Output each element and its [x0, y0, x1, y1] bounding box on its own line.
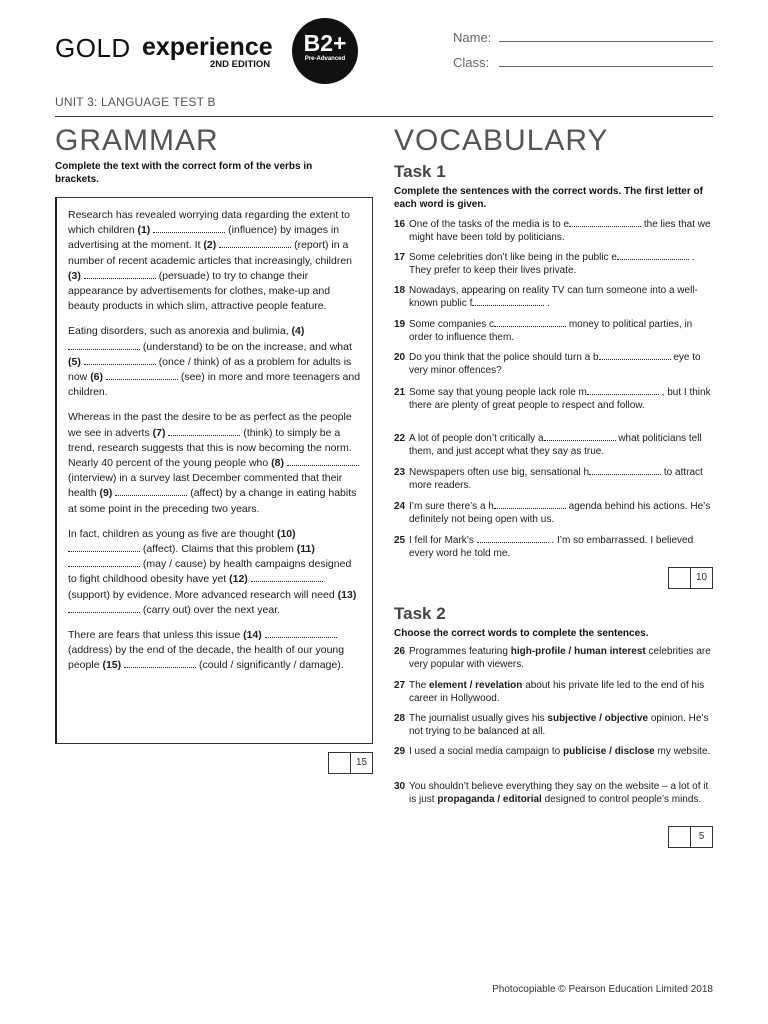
gap-number: (11)	[296, 543, 315, 556]
answer-gap[interactable]	[569, 218, 641, 227]
question-number: 24	[394, 501, 406, 512]
logo-gold: GOLD	[55, 33, 131, 63]
unit-label: UNIT 3: LANGUAGE TEST B	[55, 95, 216, 109]
gap-15[interactable]	[124, 658, 196, 668]
answer-gap[interactable]	[494, 500, 566, 509]
option-a[interactable]: high-profile	[510, 646, 566, 657]
question-23	[394, 466, 716, 493]
text: Newspapers often use big, sensational h	[409, 467, 590, 478]
question-22	[394, 432, 716, 459]
level-badge	[292, 18, 358, 84]
text: The	[409, 680, 427, 691]
separator: /	[497, 794, 501, 806]
text: (carry out) over the next year.	[142, 603, 281, 616]
question-number: 29	[394, 746, 406, 757]
gap-2[interactable]	[219, 238, 291, 248]
question-18	[394, 284, 716, 311]
gap-number: (5)	[68, 355, 81, 368]
gap-14[interactable]	[265, 628, 337, 638]
question-17	[394, 251, 716, 278]
text: , but I think there are plenty of great people to respect and follow.	[409, 387, 711, 412]
text: opinion. He’s not trying to be balanced at all.	[409, 713, 709, 738]
text: (think) to simply be a trend, research suggests that this is now becoming the norm. Nearly 40 percent of the young people who	[68, 426, 352, 470]
option-a[interactable]: element	[429, 680, 467, 691]
text: (could / significantly / damage).	[198, 659, 344, 672]
question-20	[394, 351, 716, 378]
gap-4[interactable]	[68, 340, 140, 350]
text: . I’m so embarrassed. I believed every word he told me.	[409, 535, 694, 560]
gap-number: (9)	[99, 487, 113, 500]
text: about his private life led to the end of his career in Hollywood.	[409, 680, 705, 705]
option-b[interactable]: editorial	[502, 794, 542, 806]
text: I fell for Mark’s	[409, 535, 474, 546]
score-total: 10	[695, 572, 708, 583]
gap-8[interactable]	[287, 456, 359, 466]
grammar-title: GRAMMAR	[55, 124, 219, 157]
logo-experience: experience	[142, 33, 273, 61]
gap-number: (10)	[276, 527, 296, 540]
name-label: Name:	[453, 30, 492, 45]
text: . They prefer to keep their lives private.	[409, 252, 695, 277]
question-number: 25	[394, 535, 406, 546]
text: (report) in a number of recent academic articles that increasingly, children	[68, 239, 353, 267]
gap-number: (2)	[203, 239, 217, 252]
gap-10[interactable]	[68, 542, 140, 552]
text: Do you think that the police should turn a b	[409, 352, 599, 363]
separator: /	[599, 713, 602, 724]
question-number: 21	[394, 387, 406, 398]
grammar-paragraph-5	[68, 628, 362, 674]
text: (affect). Claims that this problem	[142, 543, 294, 556]
answer-gap[interactable]	[472, 297, 544, 306]
gap-5[interactable]	[84, 355, 156, 365]
text: Some companies c	[409, 319, 495, 330]
option-a[interactable]: subjective	[547, 713, 597, 724]
text: (interview) in a survey last December commented that their health	[68, 472, 343, 500]
grammar-score-box	[328, 752, 373, 774]
text: I’m sure there’s a h	[409, 501, 494, 512]
separator: /	[568, 646, 572, 657]
gap-number: (7)	[152, 426, 166, 439]
answer-gap[interactable]	[587, 386, 659, 395]
option-b[interactable]: human interest	[574, 646, 646, 657]
text: In fact, children as young as five are thought	[68, 527, 275, 540]
badge-level: B2+	[303, 30, 347, 56]
answer-gap[interactable]	[589, 466, 661, 475]
option-b[interactable]: objective	[604, 713, 649, 724]
task1-score-box	[668, 567, 713, 589]
class-label: Class:	[453, 55, 490, 70]
answer-gap[interactable]	[617, 251, 689, 260]
question-16	[394, 218, 716, 245]
score-entry[interactable]	[329, 753, 351, 773]
option-b[interactable]: disclose	[614, 746, 655, 757]
text: Nowadays, appearing on reality TV can turn someone into a well-known public f	[409, 285, 698, 310]
text: (may / cause) by health campaigns designed to fight childhood obesity have yet	[68, 558, 352, 586]
question-number: 28	[394, 713, 406, 724]
text: Programmes featuring	[409, 646, 508, 657]
text: The journalist usually gives his	[409, 713, 545, 724]
separator: /	[609, 746, 612, 757]
text: (influence) by images in advertising at the moment. It	[68, 224, 340, 252]
text: money to political parties, in order to influence them.	[409, 319, 693, 344]
gap-number: (1)	[137, 224, 151, 237]
text: You shouldn’t believe everything they say on the website – a lot of it is just	[409, 781, 709, 806]
text: Whereas in the past the desire to be as perfect as the people we see in adverts	[68, 411, 352, 439]
separator: /	[469, 680, 473, 691]
text: (persuade) to try to change their appearance by advertisements for clothes, make-up and beauty products in which slim, attractive people feature.	[68, 269, 331, 313]
text: One of the tasks of the media is to e	[409, 219, 570, 230]
question-number: 18	[394, 285, 406, 296]
question-29	[394, 745, 716, 758]
gap-11[interactable]	[68, 557, 140, 567]
task1-title: Task 1	[394, 162, 446, 181]
grammar-text-box	[55, 197, 373, 744]
grammar-paragraph-4	[68, 527, 362, 618]
edition-label: 2ND EDITION	[210, 59, 271, 70]
question-19	[394, 318, 716, 345]
text: A lot of people don’t critically a	[409, 433, 544, 444]
answer-gap[interactable]	[477, 534, 549, 543]
question-number: 22	[394, 433, 406, 444]
text: Some celebrities don’t like being in the public e	[409, 252, 617, 263]
gap-number: (8)	[271, 457, 284, 470]
gap-number: (4)	[291, 325, 305, 338]
text: .	[547, 298, 550, 310]
option-b[interactable]: revelation	[475, 680, 523, 691]
footer-copyright: Photocopiable © Pearson Education Limited 2018	[492, 984, 713, 995]
text: Some say that young people lack role m	[409, 387, 587, 398]
text: (understand) to be on the increase, and what	[142, 340, 352, 353]
text: Eating disorders, such as anorexia and bulimia,	[68, 325, 289, 338]
text: designed to control people’s minds.	[544, 794, 702, 806]
gap-number: (3)	[68, 269, 81, 282]
answer-gap[interactable]	[599, 351, 671, 360]
text: celebrities are very popular with viewers.	[409, 646, 711, 671]
text: (address) by the end of the decade, the health of our young people	[68, 644, 345, 672]
grammar-paragraph-3	[68, 410, 362, 516]
question-number: 30	[394, 781, 406, 792]
gap-13[interactable]	[68, 603, 140, 613]
question-30	[394, 780, 716, 807]
vocabulary-title: VOCABULARY	[394, 124, 609, 157]
grammar-paragraph-2	[68, 324, 362, 400]
name-field[interactable]	[499, 41, 713, 42]
text: to attract more readers.	[409, 467, 703, 492]
gap-1[interactable]	[153, 223, 225, 233]
gap-6[interactable]	[106, 370, 178, 380]
text: There are fears that unless this issue	[68, 629, 241, 642]
question-number: 20	[394, 352, 406, 363]
score-entry[interactable]	[669, 568, 691, 588]
text: (support) by evidence. More advanced research will need	[68, 588, 335, 601]
question-number: 26	[394, 646, 406, 657]
question-number: 27	[394, 680, 406, 691]
class-field[interactable]	[499, 66, 713, 67]
task2-title: Task 2	[394, 604, 446, 623]
gap-9[interactable]	[115, 486, 187, 496]
question-26	[394, 645, 716, 672]
gap-number: (13)	[337, 588, 357, 601]
gap-number: (6)	[90, 371, 104, 384]
score-entry[interactable]	[669, 827, 691, 847]
gap-7[interactable]	[168, 426, 240, 436]
question-24	[394, 500, 716, 527]
text: what politicians tell them, and just accept what they say as true.	[409, 433, 702, 458]
gap-number: (12)	[229, 573, 248, 586]
text: agenda behind his actions. He’s definitely not being open with us.	[409, 501, 711, 526]
gap-number: (15)	[102, 659, 122, 672]
gap-3[interactable]	[84, 269, 156, 279]
header-divider	[55, 116, 713, 117]
grammar-instruction: Complete the text with the correct form of the verbs in brackets.	[55, 161, 313, 185]
question-number: 19	[394, 319, 406, 330]
text: I used a social media campaign to	[409, 746, 561, 757]
question-number: 17	[394, 252, 406, 263]
grammar-paragraph-1	[68, 208, 362, 314]
question-25	[394, 534, 716, 561]
gap-12[interactable]	[251, 572, 323, 582]
option-a[interactable]: publicise	[562, 746, 607, 757]
task2-instruction: Choose the correct words to complete the sentences.	[394, 628, 649, 639]
answer-gap[interactable]	[544, 432, 616, 441]
option-a[interactable]: propaganda	[437, 794, 495, 806]
text: (affect) by a change in eating habits at some point in the preceding two years.	[68, 487, 357, 515]
question-number: 23	[394, 467, 406, 478]
task1-instruction: Complete the sentences with the correct words. The first letter of each word is given.	[394, 186, 703, 210]
text: (once / think) of as a problem for adults is now	[68, 355, 352, 384]
text: my website.	[657, 746, 711, 757]
badge-sublabel: Pre-Advanced	[304, 56, 346, 62]
text: Research has revealed worrying data regarding the extent to which children	[68, 209, 350, 237]
text: (see) in more and more teenagers and children.	[68, 371, 361, 399]
question-27	[394, 679, 716, 706]
text: eye to very minor offences?	[409, 352, 701, 377]
gap-number: (14)	[243, 629, 262, 642]
answer-gap[interactable]	[494, 318, 566, 327]
score-total: 15	[355, 757, 368, 768]
question-21	[394, 386, 716, 413]
task2-score-box	[668, 826, 713, 848]
question-number: 16	[394, 219, 406, 230]
text: the lies that we might have been told by politicians.	[409, 219, 711, 244]
score-total: 5	[698, 831, 705, 842]
question-28	[394, 712, 716, 739]
